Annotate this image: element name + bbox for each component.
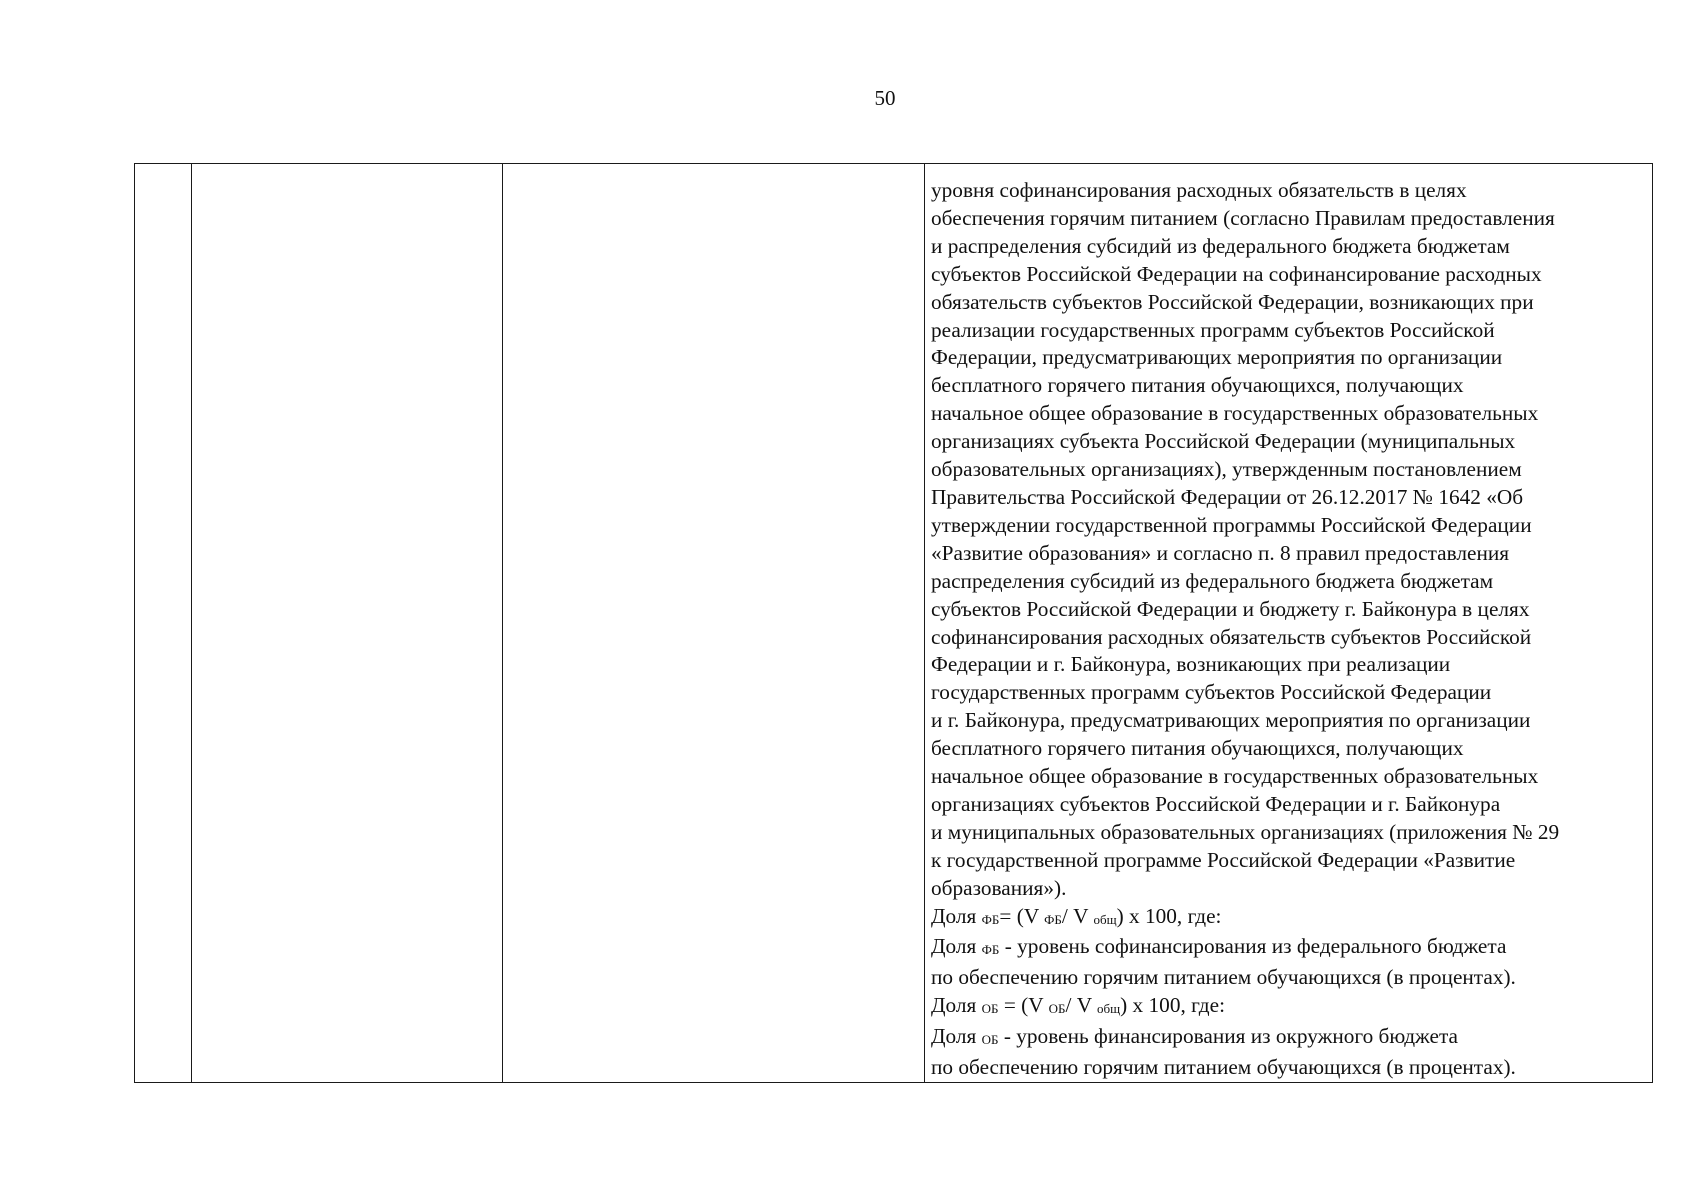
text-line: организациях субъектов Российской Федерации и г. Байконура (931, 791, 1501, 816)
definition-district-share-cont: по обеспечению горячим питанием обучающихся (в процентах). (931, 1055, 1516, 1080)
text-line: Правительства Российской Федерации от 26.12.2017 № 1642 «Об (931, 484, 1524, 509)
text-line: «Развитие образования» и согласно п. 8 правил предоставления (931, 540, 1510, 565)
text-line: обязательств субъектов Российской Федерации, возникающих при (931, 289, 1534, 314)
text-line: и распределения субсидий из федерального бюджета бюджетам (931, 233, 1510, 258)
text-line: бесплатного горячего питания обучающихся, получающих (931, 373, 1464, 398)
text-line: уровня софинансирования расходных обязательств в целях (931, 178, 1467, 202)
text-line: начальное общее образование в государственных образовательных (931, 401, 1539, 426)
text-line: и г. Байконура, предусматривающих мероприятия по организации (931, 708, 1531, 733)
text-line: субъектов Российской Федерации на софинансирование расходных (931, 261, 1542, 286)
text-line: образования»). (931, 875, 1067, 900)
table-row (135, 164, 1653, 1083)
definition-federal-share-cont: по обеспечению горячим питанием обучающихся (в процентах). (931, 965, 1516, 990)
text-line: образовательных организациях), утвержденным постановлением (931, 457, 1522, 482)
text-line: реализации государственных программ субъектов Российской (931, 317, 1495, 342)
table-cell-definition (503, 164, 925, 1083)
definition-federal-share: Доля ФБ - уровень софинансирования из федерального бюджета (931, 934, 1507, 959)
text-line: государственных программ субъектов Российской Федерации (931, 680, 1492, 705)
text-line: начальное общее образование в государственных образовательных (931, 764, 1539, 789)
formula-district-share: Доля ОБ = (V ОБ/ V общ) х 100, где: (931, 993, 1226, 1018)
table-cell-name (192, 164, 503, 1083)
text-line: софинансирования расходных обязательств субъектов Российской (931, 624, 1532, 649)
definition-district-share: Доля ОБ - уровень финансирования из окружного бюджета (931, 1024, 1458, 1049)
text-line: утверждении государственной программы Российской Федерации (931, 512, 1532, 537)
text-line: бесплатного горячего питания обучающихся, получающих (931, 736, 1464, 761)
table-cell-methodology (925, 164, 1653, 1083)
text-line: распределения субсидий из федерального бюджета бюджетам (931, 568, 1494, 593)
text-line: обеспечения горячим питанием (согласно Правилам предоставления (931, 205, 1555, 230)
document-table (134, 163, 1653, 1083)
text-line: Федерации и г. Байконура, возникающих при реализации (931, 652, 1451, 677)
table-cell-number (135, 164, 192, 1083)
page-number: 50 (874, 86, 896, 110)
text-line: организациях субъекта Российской Федерации (муниципальных (931, 429, 1516, 454)
text-line: и муниципальных образовательных организациях (приложения № 29 (931, 819, 1560, 844)
text-line: субъектов Российской Федерации и бюджету г. Байконура в целях (931, 596, 1530, 621)
formula-federal-share: Доля ФБ= (V ФБ/ V общ) х 100, где: (931, 903, 1222, 928)
text-line: к государственной программе Российской Федерации «Развитие (931, 847, 1516, 872)
text-line: Федерации, предусматривающих мероприятия по организации (931, 345, 1503, 370)
methodology-text (925, 164, 1652, 1082)
